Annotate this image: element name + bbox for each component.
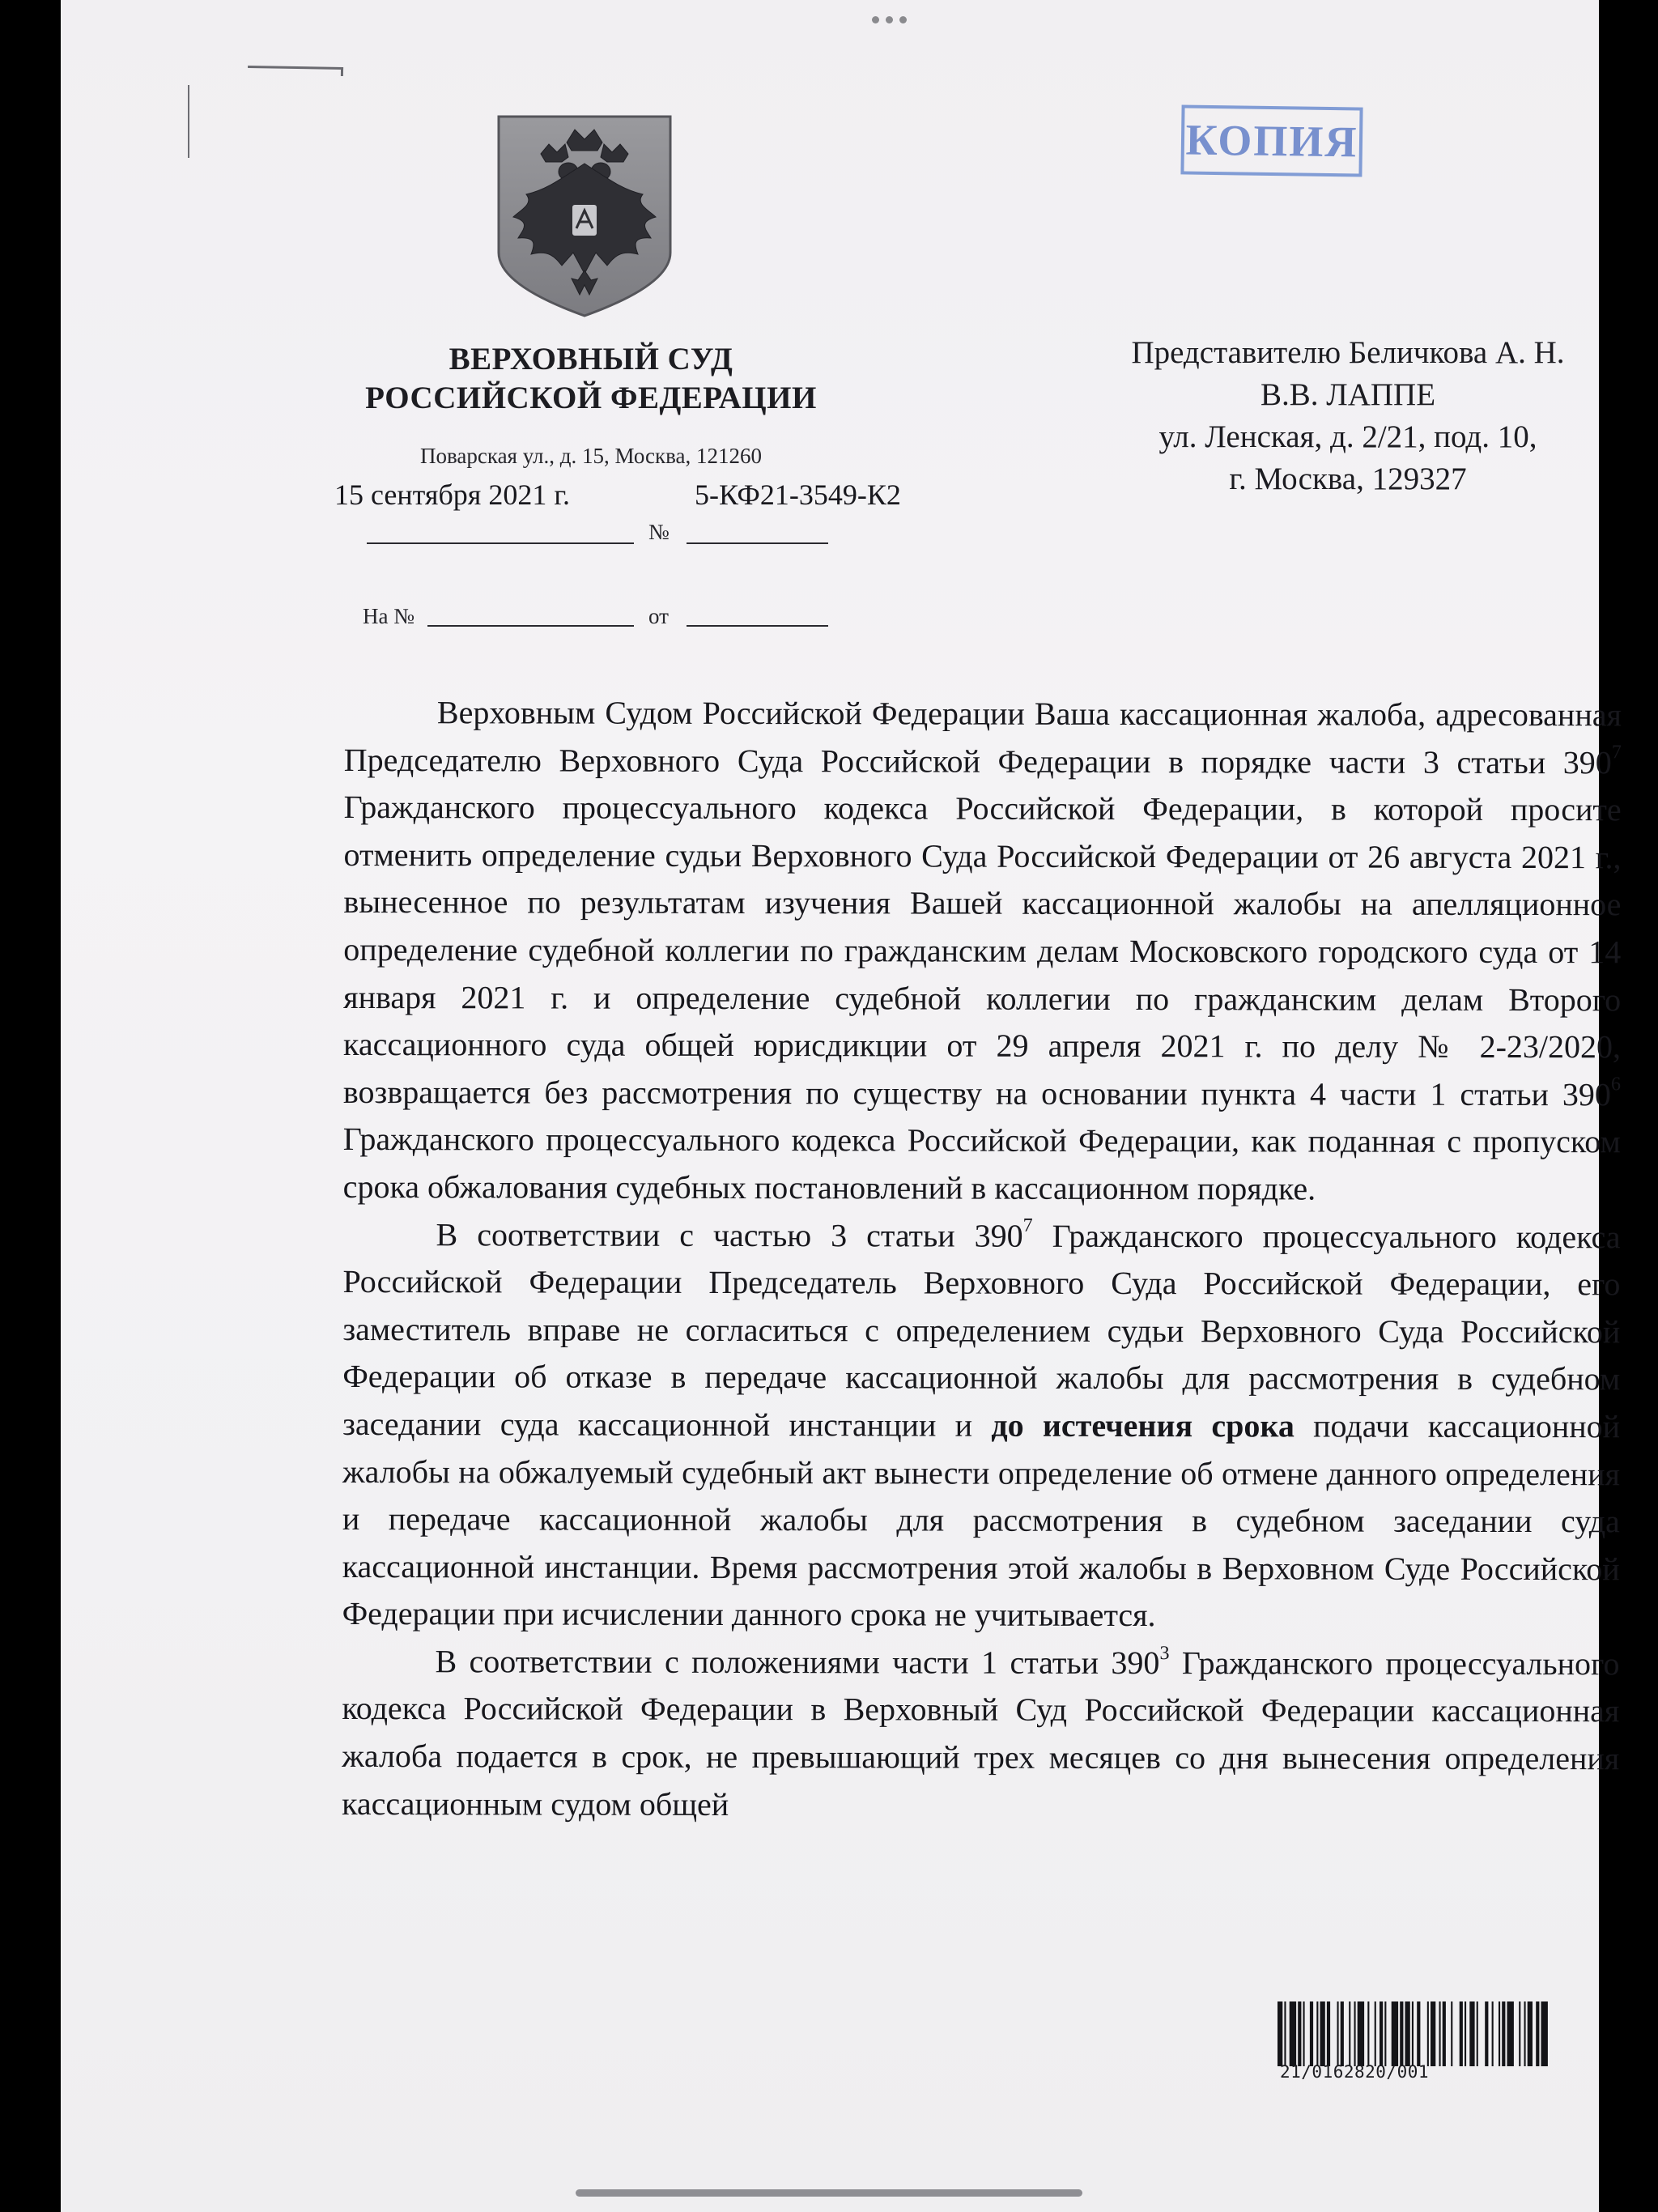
barcode-bar bbox=[1384, 2001, 1386, 2066]
in-reference-from-label: от bbox=[648, 604, 669, 628]
registration-number: 5-КФ21-3549-К2 bbox=[695, 479, 901, 511]
home-indicator[interactable] bbox=[576, 2189, 1082, 2197]
court-name-line1: ВЕРХОВНЫЙ СУД bbox=[449, 342, 733, 376]
paper-edge-mark bbox=[188, 85, 189, 158]
barcode-bar bbox=[1492, 2001, 1494, 2066]
barcode-bar bbox=[1358, 2001, 1364, 2066]
in-reference-number-line bbox=[427, 625, 634, 627]
barcode-bar bbox=[1375, 2001, 1376, 2066]
barcode-bar bbox=[1427, 2001, 1429, 2066]
court-name bbox=[328, 340, 854, 418]
body-p2-bold-text: до истечения срока bbox=[991, 1406, 1295, 1444]
barcode-bar bbox=[1316, 2001, 1318, 2066]
barcode-bar bbox=[1412, 2001, 1414, 2066]
body-p2-text-b: Гражданского процессуального кодекса Российской Федерации Председатель Верховного Суда Российской Федерации, его заместитель вправе не согласиться с определением судьи Верховного Суда Российской Федерации об отказе в передаче кассационной жалобы для рассмотрения в судебном заседании суда кассационной инстанции и bbox=[342, 1217, 1621, 1444]
body-p3-superscript: 3 bbox=[1159, 1642, 1170, 1664]
barcode-bar bbox=[1405, 2001, 1410, 2066]
body-p1-superscript-2: 6 bbox=[1610, 1074, 1622, 1095]
barcode-bar bbox=[1298, 2001, 1301, 2066]
barcode-bar bbox=[1536, 2001, 1539, 2066]
barcode-bar bbox=[1528, 2001, 1533, 2066]
barcode-bar bbox=[1392, 2001, 1398, 2066]
barcode-bar bbox=[1477, 2001, 1478, 2066]
barcode-bar bbox=[1541, 2001, 1548, 2066]
body-paragraph-3 bbox=[342, 1638, 1619, 1831]
recipient-line3: ул. Ленская, д. 2/21, под. 10, bbox=[1158, 419, 1537, 454]
barcode-bar bbox=[1327, 2001, 1330, 2066]
body-p1-superscript: 7 bbox=[1611, 742, 1622, 764]
body-p3-text-a: В соответствии с положениями части 1 статьи 390 bbox=[435, 1643, 1160, 1681]
barcode-bar bbox=[1417, 2001, 1420, 2066]
barcode-bar bbox=[1400, 2001, 1403, 2066]
body-p3-text-b: Гражданского процессуального кодекса Российской Федерации в Верховный Суд Российской Федерации кассационная жалоба подается в срок, не превышающий трех месяцев со дня вынесения определения кассационным судом общей bbox=[342, 1644, 1620, 1823]
barcode-bar bbox=[1469, 2001, 1474, 2066]
barcode bbox=[1278, 2001, 1650, 2066]
recipient-line4: г. Москва, 129327 bbox=[1229, 462, 1467, 496]
barcode-bar bbox=[1337, 2001, 1339, 2066]
barcode-bar bbox=[1354, 2001, 1356, 2066]
more-options-icon[interactable] bbox=[869, 13, 909, 26]
court-name-line2: РОССИЙСКОЙ ФЕДЕРАЦИИ bbox=[365, 381, 817, 415]
body-p2-text-c: подачи кассационной жалобы на обжалуемый судебный акт вынести определение об отмене данного определения и передаче кассационной жалобы для рассмотрения в судебном заседании суда кассационной инстанции. Время рассмотрения этой жалобы в Верховном Суде Российской Федерации при исчислении данного срока не учитывается. bbox=[342, 1407, 1621, 1634]
recipient-line1: Представителю Беличкова А. Н. bbox=[1131, 335, 1565, 370]
body-p1-text-a: Верховным Судом Российской Федерации Ваша кассационная жалоба, адресованная Председателю Верховного Суда Российской Федерации в порядке части 3 статьи 390 bbox=[343, 694, 1622, 781]
barcode-bar bbox=[1284, 2001, 1286, 2066]
copy-stamp: КОПИЯ bbox=[1180, 104, 1363, 177]
barcode-bar bbox=[1507, 2001, 1514, 2066]
barcode-bar bbox=[1460, 2001, 1463, 2066]
barcode-bar bbox=[1499, 2001, 1500, 2066]
body-paragraph-2 bbox=[342, 1211, 1621, 1641]
barcode-bar bbox=[1519, 2001, 1520, 2066]
barcode-bar bbox=[1439, 2001, 1441, 2066]
barcode-bar bbox=[1310, 2001, 1313, 2066]
barcode-bar bbox=[1367, 2001, 1369, 2066]
body-p1-text-c: Гражданского процессуального кодекса Российской Федерации, как поданная с пропуском срока обжалования судебных постановлений в кассационном порядке. bbox=[342, 1121, 1621, 1207]
barcode-bar bbox=[1524, 2001, 1526, 2066]
barcode-bar bbox=[1451, 2001, 1452, 2066]
barcode-bar bbox=[1303, 2001, 1305, 2066]
barcode-bar bbox=[1380, 2001, 1383, 2066]
barcode-bar bbox=[1443, 2001, 1446, 2066]
barcode-bar bbox=[1485, 2001, 1488, 2066]
registration-date: 15 сентября 2021 г. bbox=[334, 479, 571, 511]
letter-body bbox=[342, 689, 1622, 1831]
barcode-bar bbox=[1431, 2001, 1435, 2066]
registration-number-line bbox=[687, 542, 828, 544]
barcode-bar bbox=[1465, 2001, 1466, 2066]
court-address: Поварская ул., д. 15, Москва, 121260 bbox=[420, 444, 762, 468]
in-reference-label: На № bbox=[363, 604, 414, 628]
barcode-bar bbox=[1502, 2001, 1505, 2066]
barcode-bar bbox=[1278, 2001, 1282, 2066]
body-paragraph-1 bbox=[343, 689, 1622, 1214]
barcode-bar bbox=[1341, 2001, 1344, 2066]
barcode-number: 21/0162820/001 bbox=[1280, 2062, 1430, 2082]
barcode-bar bbox=[1349, 2001, 1350, 2066]
body-p2-text-a: В соответствии с частью 3 статьи 390 bbox=[436, 1215, 1023, 1254]
barcode-bar bbox=[1290, 2001, 1296, 2066]
barcode-bar bbox=[1320, 2001, 1325, 2066]
coat-of-arms-emblem bbox=[495, 115, 674, 317]
registration-date-line bbox=[367, 542, 634, 544]
recipient-line2: В.В. ЛАППЕ bbox=[1260, 377, 1436, 412]
body-p2-superscript: 7 bbox=[1022, 1214, 1033, 1236]
in-reference-date-line bbox=[687, 625, 828, 627]
document-photo bbox=[61, 0, 1622, 2212]
recipient-block bbox=[1048, 332, 1647, 500]
registration-no-label: № bbox=[648, 520, 670, 544]
body-p1-text-b: Гражданского процессуального кодекса Российской Федерации, в которой просите отменить определение судьи Верховного Суда Российской Федерации от 26 августа 2021 г., вынесенное по результатам изучения Вашей кассационной жалобы на апелляционное определение судебной коллегии по гражданским делам Московского городского суда от 14 января 2021 г. и определение судебной коллегии по гражданским делам Второго кассационного суда общей юрисдикции от 29 апреля 2021 г. по делу № 2-23/2020, возвращается без рассмотрения по существу на основании пункта 4 части 1 статьи 390 bbox=[342, 789, 1622, 1113]
staple-mark bbox=[248, 66, 343, 76]
